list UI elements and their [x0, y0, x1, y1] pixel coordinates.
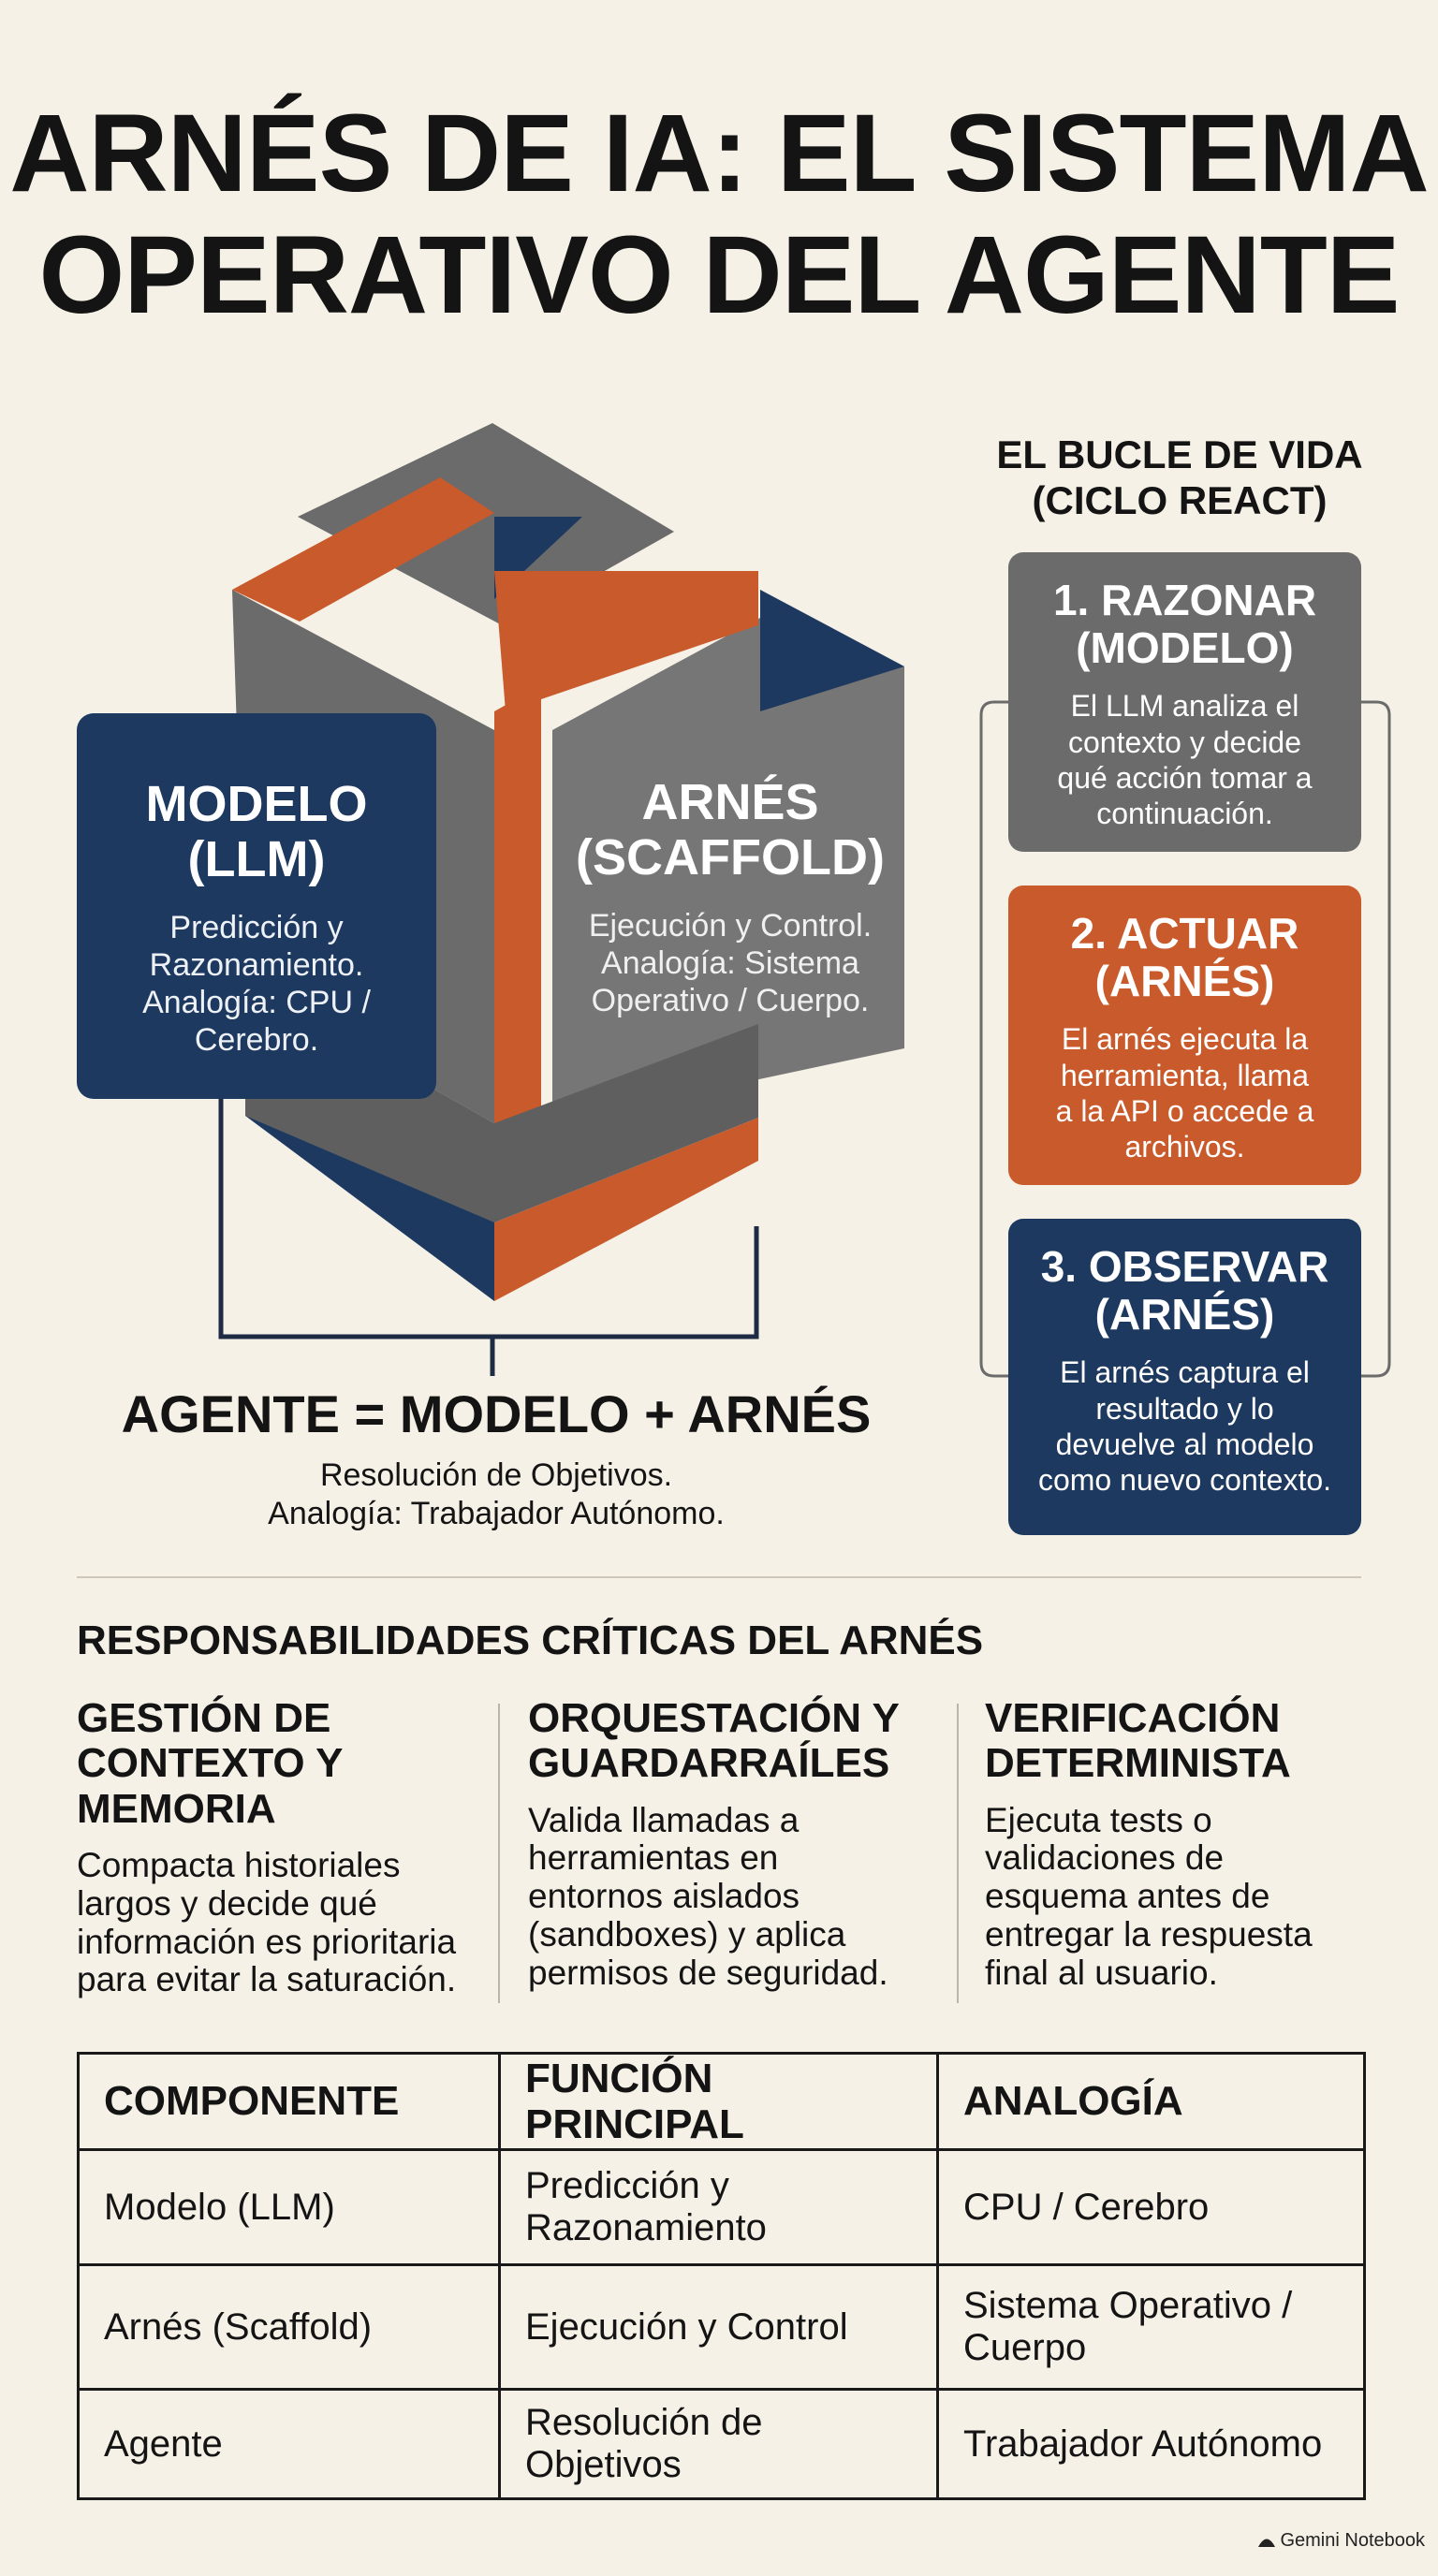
- cycle-bracket-left: [981, 702, 1008, 1376]
- table-cell-analogia: [938, 2150, 1365, 2265]
- table-cell-analogia: [938, 2390, 1365, 2499]
- step-razonar-title-line-2: (MODELO): [1076, 622, 1294, 672]
- responsibility-orchestration-desc-line-1: Valida llamadas a: [528, 1800, 800, 1839]
- responsibility-verification-title: [985, 1696, 1397, 1787]
- modelo-box: [77, 713, 436, 1099]
- step-actuar-desc-line-3: a la API o accede a: [1055, 1093, 1314, 1128]
- arnes-label: [562, 775, 899, 1019]
- step-razonar-desc-line-3: qué acción tomar a: [1057, 760, 1313, 795]
- table-header-analogia: ANALOGÍA: [938, 2054, 1365, 2150]
- cycle-title: [974, 432, 1386, 523]
- table-cell-funcion-line-1: Ejecución y Control: [525, 2305, 848, 2348]
- modelo-desc: [77, 909, 436, 1059]
- step-actuar-title: [1008, 910, 1361, 1004]
- step-observar-desc-line-2: resultado y lo: [1095, 1391, 1274, 1426]
- responsibility-orchestration-desc-line-2: herramientas en: [528, 1838, 779, 1878]
- responsibility-orchestration-desc-line-3: entornos aislados: [528, 1877, 800, 1916]
- table-cell-analogia-line-1: CPU / Cerebro: [963, 2186, 1210, 2228]
- table-cell-analogia: [938, 2265, 1365, 2390]
- column-separator: [498, 1704, 500, 2003]
- responsibility-verification-desc-line-1: Ejecuta tests o: [985, 1800, 1212, 1839]
- modelo-desc-line-4: Cerebro.: [194, 1022, 319, 1059]
- responsibility-context-desc: [77, 1847, 489, 1999]
- table-header-row: [79, 2054, 1365, 2150]
- table-cell-funcion: [500, 2265, 938, 2390]
- orange-pillar: [494, 685, 541, 1138]
- arnes-title: [562, 775, 899, 886]
- responsibility-verification-desc: [985, 1802, 1397, 1992]
- responsibility-orchestration-title-line-2: GUARDARRAÍLES: [528, 1740, 890, 1787]
- arnes-title-line-1: ARNÉS: [641, 774, 819, 830]
- step-actuar: [1008, 886, 1361, 1185]
- responsibility-orchestration-desc-line-5: permisos de seguridad.: [528, 1953, 888, 1992]
- table-row: [79, 2150, 1365, 2265]
- step-observar-title: [1008, 1243, 1361, 1338]
- responsibility-context-title: [77, 1696, 489, 1832]
- table-cell-analogia-line-1: Trabajador Autónomo: [963, 2422, 1323, 2465]
- responsibility-orchestration-desc-line-4: (sandboxes) y aplica: [528, 1914, 846, 1954]
- title-line-1: ARNÉS DE IA: EL SISTEMA: [9, 92, 1429, 215]
- step-observar: [1008, 1219, 1361, 1535]
- agente-desc: [112, 1456, 880, 1534]
- credit-watermark: [1257, 2530, 1425, 2552]
- modelo-desc-line-2: Razonamiento.: [149, 946, 364, 983]
- responsibility-orchestration-desc: [528, 1802, 940, 1992]
- responsibility-context-desc-line-4: para evitar la saturación.: [77, 1960, 457, 1999]
- step-razonar-title: [1008, 577, 1361, 671]
- responsibility-verification-title-line-1: VERIFICACIÓN: [985, 1695, 1281, 1741]
- notebook-icon: [1257, 2535, 1276, 2548]
- step-observar-title-line-2: (ARNÉS): [1094, 1289, 1275, 1339]
- responsibility-verification-desc-line-2: validaciones de: [985, 1838, 1225, 1878]
- table-cell-componente: Agente: [79, 2390, 500, 2499]
- table-cell-componente: Modelo (LLM): [79, 2150, 500, 2265]
- page-title: [0, 94, 1438, 337]
- step-observar-desc-line-3: devuelve al modelo: [1055, 1427, 1314, 1461]
- step-actuar-title-line-2: (ARNÉS): [1094, 956, 1275, 1005]
- arnes-desc-line-1: Ejecución y Control.: [588, 907, 873, 944]
- table-cell-analogia-line-1: Sistema Operativo /: [963, 2285, 1293, 2327]
- arnes-desc: [562, 907, 899, 1019]
- modelo-desc-line-3: Analogía: CPU /: [142, 985, 371, 1020]
- arnes-desc-line-3: Operativo / Cuerpo.: [591, 983, 870, 1018]
- agente-title: AGENTE = MODELO + ARNÉS: [121, 1384, 872, 1443]
- responsibility-context: [77, 1696, 489, 1999]
- table-cell-componente: Arnés (Scaffold): [79, 2265, 500, 2390]
- table-cell-funcion-line-1: Predicción y: [525, 2165, 729, 2207]
- agente-desc-line-2: Analogía: Trabajador Autónomo.: [268, 1496, 725, 1532]
- agente-desc-line-1: Resolución de Objetivos.: [319, 1456, 673, 1493]
- responsibility-context-desc-line-2: largos y decide qué: [77, 1883, 377, 1923]
- step-actuar-desc-line-1: El arnés ejecuta la: [1061, 1022, 1309, 1057]
- step-actuar-desc-line-4: archivos.: [1124, 1130, 1245, 1164]
- step-razonar-desc: [1008, 688, 1361, 832]
- responsibility-verification: [985, 1696, 1397, 1992]
- responsibility-orchestration-title: [528, 1696, 940, 1787]
- table-header-funcion: FUNCIÓN PRINCIPAL: [500, 2054, 938, 2150]
- arnes-desc-line-2: Analogía: Sistema: [601, 944, 859, 981]
- table-row: [79, 2265, 1365, 2390]
- title-line-2: OPERATIVO DEL AGENTE: [38, 212, 1400, 337]
- responsibility-context-desc-line-3: información es prioritaria: [77, 1922, 457, 1961]
- step-actuar-desc-line-2: herramienta, llama: [1061, 1058, 1309, 1092]
- table-cell-funcion-line-1: Resolución de Objetivos: [525, 2402, 763, 2485]
- agente-label: [112, 1385, 880, 1534]
- responsibility-context-title-line-2: CONTEXTO Y: [77, 1740, 344, 1787]
- modelo-title-line-2: (LLM): [187, 831, 326, 888]
- responsibility-orchestration-title-line-1: ORQUESTACIÓN Y: [528, 1695, 900, 1741]
- cycle-title-line-2: (CICLO REACT): [1032, 477, 1328, 522]
- responsibility-verification-desc-line-5: final al usuario.: [985, 1953, 1218, 1992]
- responsibilities-title: RESPONSABILIDADES CRÍTICAS DEL ARNÉS: [77, 1617, 984, 1663]
- responsibility-context-title-line-1: GESTIÓN DE: [77, 1695, 331, 1741]
- table-cell-funcion: [500, 2390, 938, 2499]
- responsibility-verification-title-line-2: DETERMINISTA: [985, 1740, 1291, 1787]
- step-razonar-desc-line-4: continuación.: [1096, 797, 1273, 831]
- responsibility-verification-desc-line-3: esquema antes de: [985, 1877, 1270, 1916]
- table-cell-funcion-line-2: Razonamiento: [525, 2207, 767, 2248]
- step-actuar-title-line-1: 2. ACTUAR: [1070, 909, 1299, 958]
- table-header-componente: COMPONENTE: [79, 2054, 500, 2150]
- responsibility-verification-desc-line-4: entregar la respuesta: [985, 1914, 1313, 1954]
- step-actuar-desc: [1008, 1021, 1361, 1165]
- step-razonar-desc-line-1: El LLM analiza el: [1070, 689, 1299, 724]
- step-observar-desc-line-1: El arnés captura el: [1060, 1355, 1310, 1390]
- cycle-bracket-right: [1361, 702, 1389, 1376]
- section-divider: [77, 1576, 1361, 1578]
- component-table: [77, 2052, 1366, 2500]
- step-observar-desc-line-4: como nuevo contexto.: [1037, 1463, 1332, 1498]
- responsibility-context-desc-line-1: Compacta historiales: [77, 1846, 401, 1885]
- column-separator: [957, 1704, 959, 2003]
- credit-text: Gemini Notebook: [1280, 2530, 1425, 2551]
- step-observar-desc: [1008, 1354, 1361, 1499]
- cycle-title-line-1: EL BUCLE DE VIDA: [996, 432, 1363, 476]
- step-razonar-desc-line-2: contexto y decide: [1067, 724, 1302, 759]
- responsibility-orchestration: [528, 1696, 940, 1992]
- responsibility-context-title-line-3: MEMORIA: [77, 1785, 276, 1832]
- table-cell-funcion: [500, 2150, 938, 2265]
- modelo-desc-line-1: Predicción y: [169, 909, 344, 945]
- modelo-title-line-1: MODELO: [145, 776, 368, 832]
- arnes-title-line-2: (SCAFFOLD): [576, 829, 885, 886]
- step-razonar: [1008, 552, 1361, 852]
- table-row: [79, 2390, 1365, 2499]
- step-observar-title-line-1: 3. OBSERVAR: [1040, 1242, 1329, 1291]
- table-cell-analogia-line-2: Cuerpo: [963, 2327, 1087, 2368]
- modelo-title: [77, 777, 436, 888]
- step-razonar-title-line-1: 1. RAZONAR: [1052, 576, 1317, 624]
